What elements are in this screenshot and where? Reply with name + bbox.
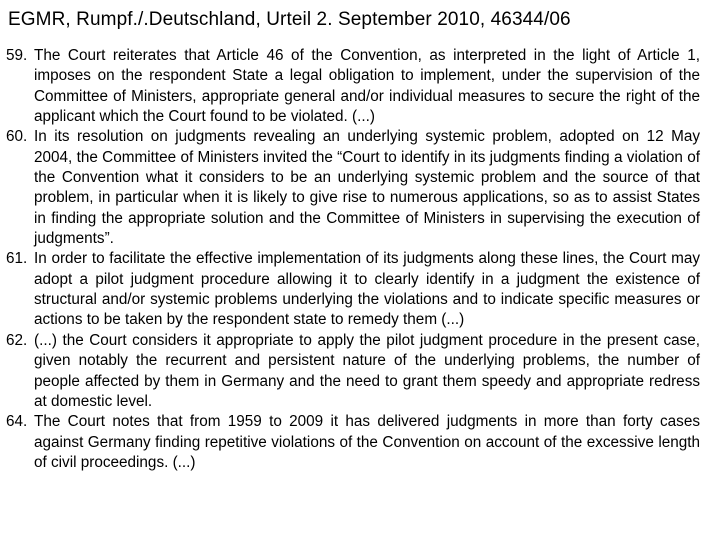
paragraph-number: 59. [6,47,28,64]
paragraph-number: 62. [6,331,28,349]
paragraph-number: 61. [6,250,28,268]
paragraph-59 [6,46,700,127]
paragraph-number: 64. [6,413,28,431]
paragraph-61 [6,249,700,330]
paragraph-60 [6,127,700,249]
document-title: EGMR, Rumpf./.Deutschland, Urteil 2. September 2010, 46344/06 [8,9,571,30]
paragraph-text: In order to facilitate the effective implementation of its judgments along these lines, the Court may adopt a pilot judgment procedure allowing it to clearly identify in a judgment the existence of structural and/or systemic problems underlying the violations and to indicate specific measures or actions to be taken by the respondent state to remedy them (...) [34,250,700,329]
paragraph-text: (...) the Court considers it appropriate to apply the pilot judgment procedure in the present case, given notably the recurrent and persistent nature of the underlying problems, the number of people affected by them in Germany and the need to grant them speedy and appropriate redress at domestic level. [34,331,700,410]
paragraph-text: The Court notes that from 1959 to 2009 it has delivered judgments in more than forty cases against Germany finding repetitive violations of the Convention on account of the excessive length of civil proceedings. (...) [34,413,700,471]
paragraph-62 [6,331,700,412]
paragraph-number: 60. [6,128,28,146]
paragraph-text: In its resolution on judgments revealing an underlying systemic problem, adopted on 12 May 2004, the Committee of Ministers invited the “Court to identify in its judgments finding a violation of the Convention what it considers to be an underlying systemic problem and the source of that problem, in particular when it is likely to give rise to numerous applications, so as to assist States in finding the appropriate solution and the Committee of Ministers in supervising the execution of judgments”. [34,128,700,248]
paragraph-64 [6,412,700,473]
paragraph-text: The Court reiterates that Article 46 of the Convention, as interpreted in the light of Article 1, imposes on the respondent State a legal obligation to implement, under the supervision of the Committee of Ministers, appropriate general and/or individual measures to secure the right of the applicant which the Court found to be violated. (...) [34,47,700,126]
paragraph-list [6,46,700,473]
